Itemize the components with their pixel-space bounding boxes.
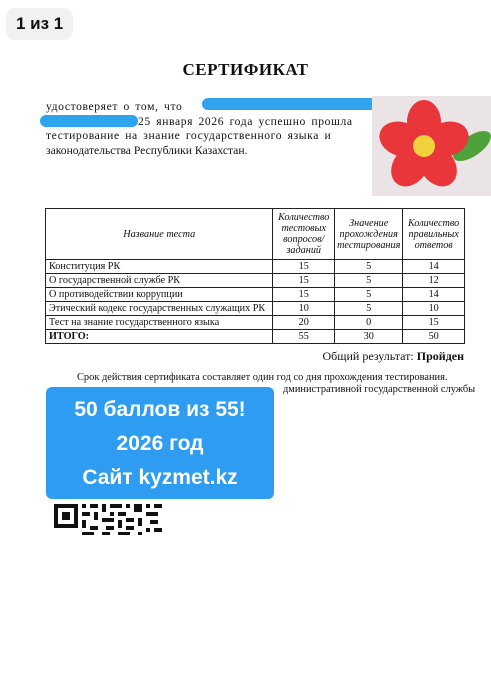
header-test-name: Название теста [46, 209, 273, 260]
table-row [46, 288, 465, 302]
header-questions: Количество тестовых вопросов/ заданий [273, 209, 335, 260]
banner-line-3: Сайт kyzmet.kz [82, 466, 238, 489]
certificate-title: СЕРТИФИКАТ [182, 60, 309, 79]
correct-count: 15 [403, 316, 465, 330]
validity-line-2: дминистративной государственной службы [283, 384, 476, 395]
questions-count: 15 [273, 288, 335, 302]
certificate-intro [46, 100, 386, 158]
table-total-row [46, 330, 465, 344]
intro-line-3: тестирование на знание государственного языка и [46, 129, 332, 142]
test-name: Тест на знание государственного языка [46, 316, 273, 330]
table-header-row [46, 209, 465, 260]
questions-count: 20 [273, 316, 335, 330]
test-name: Этический кодекс государственных служащих РК [46, 302, 273, 316]
questions-count: 10 [273, 302, 335, 316]
overall-result-value: Пройден [416, 349, 464, 363]
pass-threshold: 5 [335, 274, 403, 288]
header-correct: Количество правильных ответов [403, 209, 465, 260]
table-row [46, 274, 465, 288]
banner-line-2: 2026 год [116, 432, 204, 455]
pass-threshold: 5 [335, 288, 403, 302]
test-name: О противодействии коррупции [46, 288, 273, 302]
total-threshold: 30 [335, 330, 403, 344]
intro-line-2: 25 января 2026 года успешно прошла [138, 114, 353, 128]
overall-result-label: Общий результат: [322, 349, 414, 363]
total-questions: 55 [273, 330, 335, 344]
page-counter: 1 из 1 [6, 8, 73, 40]
validity-line-1: Срок действия сертификата составляет один год со дня прохождения тестирования. [77, 372, 448, 383]
table-row [46, 302, 465, 316]
total-label: ИТОГО: [46, 330, 273, 344]
questions-count: 15 [273, 260, 335, 274]
header-threshold: Значение прохождения тестирования [335, 209, 403, 260]
correct-count: 14 [403, 288, 465, 302]
results-table [45, 208, 465, 344]
banner-line-1: 50 баллов из 55! [74, 398, 246, 421]
questions-count: 15 [273, 274, 335, 288]
test-name: Конституция РК [46, 260, 273, 274]
pass-threshold: 0 [335, 316, 403, 330]
intro-line-1: удостоверяет о том, что [46, 100, 183, 113]
pass-threshold: 5 [335, 260, 403, 274]
pass-threshold: 5 [335, 302, 403, 316]
table-row [46, 316, 465, 330]
qr-code-icon [52, 500, 164, 536]
total-correct: 50 [403, 330, 465, 344]
correct-count: 14 [403, 260, 465, 274]
intro-line-4: законодательства Республики Казахстан. [46, 143, 248, 157]
correct-count: 10 [403, 302, 465, 316]
table-row [46, 260, 465, 274]
correct-count: 12 [403, 274, 465, 288]
test-name: О государственной службе РК [46, 274, 273, 288]
promo-banner [46, 387, 274, 499]
overall-result [322, 349, 464, 364]
flower-sticker [372, 96, 491, 196]
